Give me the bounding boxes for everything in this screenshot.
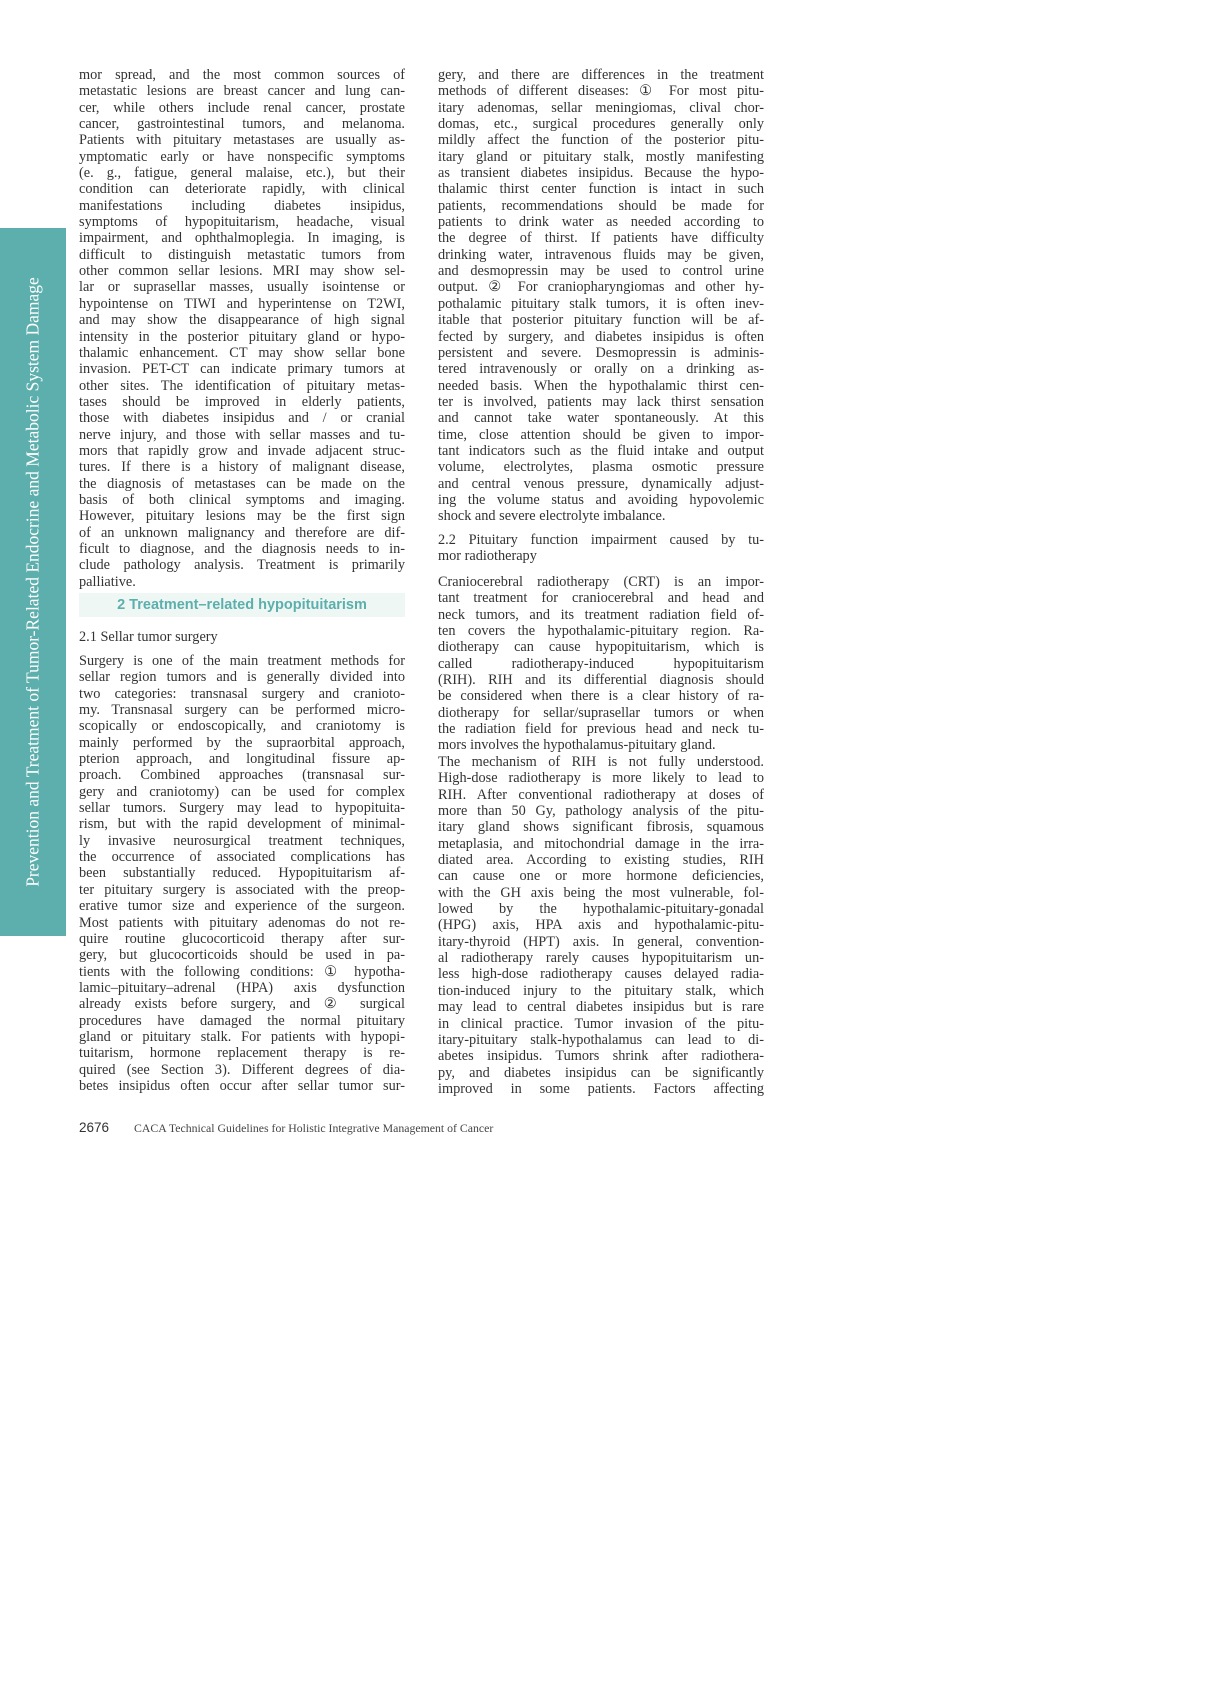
text-line: proach. Combined approaches (transnasal sur- bbox=[79, 767, 405, 784]
text-line: and central venous pressure, dynamically adjust- bbox=[438, 475, 764, 492]
text-line: my. Transnasal surgery can be performed micro- bbox=[79, 702, 405, 719]
text-line: mors involves the hypothalamus-pituitary gland. bbox=[438, 737, 716, 754]
chapter-side-tab bbox=[0, 228, 66, 936]
text-line: mildly affect the function of the posterior pitu- bbox=[438, 132, 764, 149]
text-line: time, close attention should be given to impor- bbox=[438, 426, 764, 443]
text-line: impairment, and ophthalmoplegia. In imaging, is bbox=[79, 230, 405, 247]
text-line: gland or pituitary stalk. For patients with hypopi- bbox=[79, 1028, 405, 1045]
text-line: in clinical practice. Tumor invasion of the pitu- bbox=[438, 1015, 764, 1032]
text-line: condition can deteriorate rapidly, with clinical bbox=[79, 181, 405, 198]
text-line: quire routine glucocorticoid therapy after sur- bbox=[79, 930, 405, 947]
text-line: fected by surgery, and diabetes insipidus is often bbox=[438, 328, 764, 345]
text-line: already exists before surgery, and ② surgical bbox=[79, 996, 405, 1013]
text-line: Most patients with pituitary adenomas do not re- bbox=[79, 914, 405, 931]
text-line: patients to drink water as needed according to bbox=[438, 214, 764, 231]
text-line: cer, while others include renal cancer, prostate bbox=[79, 99, 405, 116]
text-line: tients with the following conditions: ① hypotha- bbox=[79, 963, 405, 980]
page-number: 2676 bbox=[79, 1120, 110, 1135]
text-line: symptoms of hypopituitarism, headache, visual bbox=[79, 214, 405, 231]
text-line: manifestations including diabetes insipidus, bbox=[79, 197, 405, 214]
chapter-title: Prevention and Treatment of Tumor-Related Endocrine and Metabolic System Damage bbox=[22, 277, 43, 887]
text-line: hypointense on TIWI and hyperintense on T2WI, bbox=[79, 295, 405, 312]
text-line: output. ② For craniopharyngiomas and other hy- bbox=[438, 279, 764, 296]
text-line: Craniocerebral radiotherapy (CRT) is an impor- bbox=[438, 574, 764, 590]
text-line: be considered when there is a clear history of ra- bbox=[438, 688, 764, 705]
text-line: However, pituitary lesions may be the first sign bbox=[79, 508, 405, 525]
text-line: lar or suprasellar masses, usually isointense or bbox=[79, 279, 405, 296]
paragraph bbox=[438, 754, 764, 1097]
text-line: High-dose radiotherapy is more likely to lead to bbox=[438, 770, 764, 787]
text-line: Patients with pituitary metastases are usually as- bbox=[79, 132, 405, 149]
text-line: itable that posterior pituitary function will be af- bbox=[438, 312, 764, 329]
text-line: cancer, gastrointestinal tumors, and melanoma. bbox=[79, 116, 405, 133]
text-line: tant indicators such as the fluid intake and output bbox=[438, 442, 764, 459]
text-line: itary gland shows significant fibrosis, squamous bbox=[438, 819, 764, 836]
text-line: as transient diabetes insipidus. Because the hypo- bbox=[438, 165, 764, 182]
text-line: diotherapy for sellar/suprasellar tumors or when bbox=[438, 704, 764, 721]
text-line: al radiotherapy rarely causes hypopituitarism un- bbox=[438, 950, 764, 967]
text-line: of an unknown malignancy and therefore are dif- bbox=[79, 524, 405, 541]
text-line: clude pathology analysis. Treatment is primarily bbox=[79, 557, 405, 574]
text-line: intensity in the posterior pituitary gland or hypo- bbox=[79, 328, 405, 345]
text-line: tures. If there is a history of malignant disease, bbox=[79, 459, 405, 476]
text-line: tion-induced injury to the pituitary stalk, which bbox=[438, 982, 764, 999]
text-line: the diagnosis of metastases can be made on the bbox=[79, 475, 405, 492]
text-line: gery and craniotomy) can be used for complex bbox=[79, 783, 405, 800]
text-line: and desmopressin may be used to control urine bbox=[438, 263, 764, 280]
text-line: ten covers the hypothalamic-pituitary region. Ra- bbox=[438, 623, 764, 640]
text-line: (HPG) axis, HPA axis and hypothalamic-pitu- bbox=[438, 917, 764, 934]
text-line: quired (see Section 3). Different degrees of dia- bbox=[79, 1061, 405, 1078]
text-line: can cause one or more hormone deficiencies, bbox=[438, 868, 764, 885]
text-line: pterion approach, and longitudinal fissure ap- bbox=[79, 751, 405, 768]
text-line: and may show the disappearance of high signal bbox=[79, 312, 405, 329]
text-line: palliative. bbox=[79, 573, 136, 590]
text-line: pothalamic pituitary stalk tumors, it is often inev- bbox=[438, 295, 764, 312]
text-line: betes insipidus often occur after sellar tumor sur- bbox=[79, 1077, 405, 1094]
text-line: drinking water, intravenous fluids may be given, bbox=[438, 246, 764, 263]
text-line: the radiation field for previous head and neck tu- bbox=[438, 721, 764, 738]
text-line: itary adenomas, sellar meningiomas, clival chor- bbox=[438, 99, 764, 116]
text-line: ter pituitary surgery is associated with the preop- bbox=[79, 881, 405, 898]
text-line: lamic–pituitary–adrenal (HPA) axis dysfunction bbox=[79, 979, 405, 996]
text-line: other common sellar lesions. MRI may show sel- bbox=[79, 263, 405, 280]
text-line: scopically or endoscopically, and craniotomy is bbox=[79, 718, 405, 735]
text-line: those with diabetes insipidus and / or cranial bbox=[79, 410, 405, 427]
text-line: ymptomatic early or have nonspecific symptoms bbox=[79, 148, 405, 165]
text-line: methods of different diseases: ① For most pitu- bbox=[438, 83, 764, 100]
text-line: metaplasia, and mitochondrial damage in the irra- bbox=[438, 835, 764, 852]
text-line: metastatic lesions are breast cancer and lung can- bbox=[79, 83, 405, 100]
text-line: tered intravenously or orally on a drinking as- bbox=[438, 361, 764, 378]
text-line: lowed by the hypothalamic-pituitary-gonadal bbox=[438, 901, 764, 918]
text-line: erative tumor size and experience of the surgeon. bbox=[79, 898, 405, 915]
text-line: Surgery is one of the main treatment methods for bbox=[79, 653, 405, 669]
text-line: with the GH axis being the most vulnerable, fol- bbox=[438, 884, 764, 901]
text-line: py, and diabetes insipidus can be significantly bbox=[438, 1064, 764, 1081]
text-line: ficult to diagnose, and the diagnosis needs to in- bbox=[79, 540, 405, 557]
text-line: difficult to distinguish metastatic tumors from bbox=[79, 246, 405, 263]
text-line: tuitarism, hormone replacement therapy is re- bbox=[79, 1045, 405, 1062]
text-line: ing the volume status and avoiding hypovolemic bbox=[438, 491, 764, 508]
paragraph bbox=[79, 653, 405, 1094]
text-line: thalamic thirst center function is intact in such bbox=[438, 181, 764, 198]
text-line: mor radiotherapy bbox=[438, 548, 537, 565]
text-line: invasion. PET-CT can indicate primary tumors at bbox=[79, 361, 405, 378]
text-line: RIH. After conventional radiotherapy at doses of bbox=[438, 786, 764, 803]
text-line: sellar region tumors and is generally divided into bbox=[79, 669, 405, 686]
text-line: sellar tumors. Surgery may lead to hypopituita- bbox=[79, 800, 405, 817]
paragraph bbox=[438, 574, 764, 754]
text-line: gery, but glucocorticoids should be used in pa- bbox=[79, 947, 405, 964]
paragraph bbox=[79, 67, 405, 590]
text-line: The mechanism of RIH is not fully understood. bbox=[438, 754, 764, 770]
text-line: itary gland or pituitary stalk, mostly manifesting bbox=[438, 148, 764, 165]
text-line: nerve injury, and those with sellar masses and tu- bbox=[79, 426, 405, 443]
text-line: shock and severe electrolyte imbalance. bbox=[438, 508, 666, 525]
text-line: ter is involved, patients may lack thirst sensation bbox=[438, 393, 764, 410]
text-line: may lead to central diabetes insipidus but is rare bbox=[438, 999, 764, 1016]
text-line: needed basis. When the hypothalamic thirst cen- bbox=[438, 377, 764, 394]
paragraph bbox=[438, 67, 764, 525]
text-line: and cannot take water spontaneously. At this bbox=[438, 410, 764, 427]
text-line: diated area. According to existing studies, RIH bbox=[438, 852, 764, 869]
text-line: called radiotherapy-induced hypopituitarism bbox=[438, 655, 764, 672]
text-line: mor spread, and the most common sources of bbox=[79, 67, 405, 83]
text-line: itary-thyroid (HPT) axis. In general, convention- bbox=[438, 933, 764, 950]
text-line: thalamic enhancement. CT may show sellar bone bbox=[79, 344, 405, 361]
text-line: tases should be improved in elderly patients, bbox=[79, 393, 405, 410]
subsection-heading bbox=[79, 629, 405, 645]
text-line: rism, but with the rapid development of minimal- bbox=[79, 816, 405, 833]
text-line: improved in some patients. Factors affecting bbox=[438, 1080, 764, 1097]
text-line: mors that rapidly grow and invade adjacent struc- bbox=[79, 442, 405, 459]
text-line: basis of both clinical symptoms and imaging. bbox=[79, 491, 405, 508]
text-line: domas, etc., surgical procedures generally only bbox=[438, 116, 764, 133]
text-line: procedures have damaged the normal pituitary bbox=[79, 1012, 405, 1029]
text-line: tant treatment for craniocerebral and head and bbox=[438, 590, 764, 607]
text-line: the occurrence of associated complications has bbox=[79, 849, 405, 866]
text-line: gery, and there are differences in the treatment bbox=[438, 67, 764, 83]
subsection-heading bbox=[438, 532, 764, 565]
text-line: other sites. The identification of pituitary metas- bbox=[79, 377, 405, 394]
text-line: the degree of thirst. If patients have difficulty bbox=[438, 230, 764, 247]
text-line: diotherapy can cause hypopituitarism, which is bbox=[438, 639, 764, 656]
text-line: been substantially reduced. Hypopituitarism af- bbox=[79, 865, 405, 882]
text-line: less high-dose radiotherapy causes delayed radia- bbox=[438, 966, 764, 983]
text-line: (RIH). RIH and its differential diagnosis should bbox=[438, 672, 764, 689]
text-line: volume, electrolytes, plasma osmotic pressure bbox=[438, 459, 764, 476]
text-line: ly invasive neurosurgical treatment techniques, bbox=[79, 832, 405, 849]
text-line: neck tumors, and its treatment radiation field of- bbox=[438, 606, 764, 623]
text-line: mainly performed by the supraorbital approach, bbox=[79, 734, 405, 751]
text-line: more than 50 Gy, pathology analysis of the pitu- bbox=[438, 803, 764, 820]
text-line: itary-pituitary stalk-hypothalamus can lead to di- bbox=[438, 1031, 764, 1048]
text-line: (e. g., fatigue, general malaise, etc.), but their bbox=[79, 165, 405, 182]
text-line: two categories: transnasal surgery and cranioto- bbox=[79, 685, 405, 702]
text-line: persistent and severe. Desmopressin is adminis- bbox=[438, 344, 764, 361]
text-line: patients, recommendations should be made for bbox=[438, 197, 764, 214]
running-footer-title: CACA Technical Guidelines for Holistic Integrative Management of Cancer bbox=[134, 1121, 494, 1135]
section-heading: 2 Treatment–related hypopituitarism bbox=[79, 593, 405, 617]
text-line: abetes insipidus. Tumors shrink after radiothera- bbox=[438, 1048, 764, 1065]
subsection-heading-text: 2.1 Sellar tumor surgery bbox=[79, 629, 218, 645]
text-line: 2.2 Pituitary function impairment caused by tu- bbox=[438, 532, 764, 548]
